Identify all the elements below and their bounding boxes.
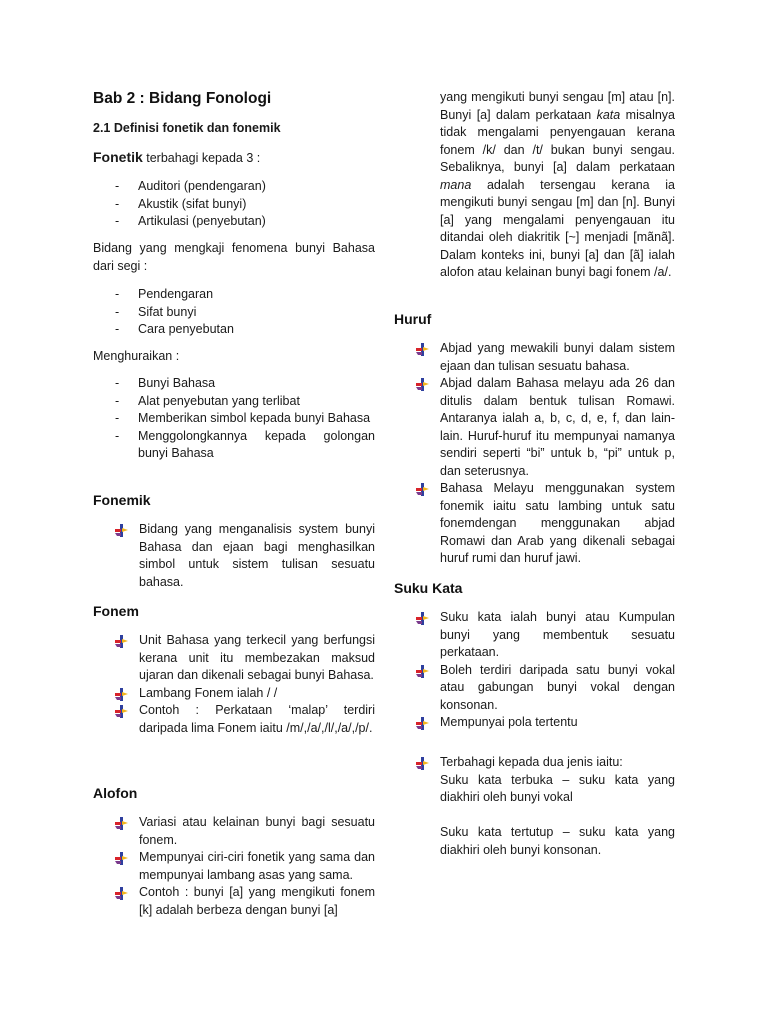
bullet-icon — [115, 688, 128, 701]
list-item: Contoh : bunyi [a] yang mengikuti fonem [k] adalah berbeza dengan bunyi [a] — [93, 884, 375, 919]
bullet-icon — [416, 612, 429, 625]
fonetik-intro — [93, 149, 375, 168]
bullet-icon — [115, 524, 128, 537]
para-menghuraikan: Menghuraikan : — [93, 349, 180, 363]
bullet-icon — [416, 757, 429, 770]
list-item: - Sifat bunyi — [115, 304, 197, 319]
list-item: Bahasa Melayu menggunakan system fonemik iaitu satu lambing untuk satu fonemdengan menggunakan abjad Romawi dan Arab yang dikenali sebagai huruf rumi dan huruf jawi. — [394, 480, 675, 568]
list-item: Abjad dalam Bahasa melayu ada 26 dan ditulis dalam bentuk tulisan Romawi. Antaranya ialah a, b, c, d, e, f, dan lain-lain. Huruf-huruf itu mempunyai namanya sendiri seperti “bi” untuk b, “pi” untuk p, dan seterusnya. — [394, 375, 675, 480]
section-subtitle: 2.1 Definisi fonetik dan fonemik — [93, 121, 281, 135]
list-item: Suku kata ialah bunyi atau Kumpulan bunyi yang membentuk sesuatu perkataan. — [394, 609, 675, 662]
heading-alofon: Alofon — [93, 785, 138, 801]
list-item: Bidang yang menganalisis system bunyi Bahasa dan ejaan bagi menghasilkan simbol untuk sistem tulisan sesuatu bahasa. — [93, 521, 375, 591]
list-item: Contoh : Perkataan ‘malap’ terdiri daripada lima Fonem iaitu /m/,/a/,/l/,/a/,/p/. — [93, 702, 375, 737]
bullet-icon — [115, 817, 128, 830]
list-item: Variasi atau kelainan bunyi bagi sesuatu fonem. — [93, 814, 375, 849]
list-item: Abjad yang mewakili bunyi dalam sistem ejaan dan tulisan sesuatu bahasa. — [394, 340, 675, 375]
bullet-icon — [416, 717, 429, 730]
list-item: - Artikulasi (penyebutan) — [115, 214, 266, 228]
list-item: - Auditori (pendengaran) — [115, 179, 266, 193]
list-item: Unit Bahasa yang terkecil yang berfungsi kerana unit itu membezakan maksud ujaran dan dikenali sebagai bunyi Bahasa. — [93, 632, 375, 685]
word-mana: mana — [440, 177, 472, 192]
bullet-icon — [416, 343, 429, 356]
list-item: - Menggolongkannya kepada golongan bunyi Bahasa — [115, 428, 375, 460]
list-item: Boleh terdiri daripada satu bunyi vokal atau gabungan bunyi vokal dengan konsonan. — [394, 662, 675, 715]
huraian-list — [93, 375, 375, 463]
list-item: Terbahagi kepada dua jenis iaitu: Suku kata terbuka – suku kata yang diakhiri oleh bunyi vokal Suku kata tertutup – suku kata yang diakhiri oleh bunyi konsonan. — [394, 754, 675, 859]
list-item: - Memberikan simbol kepada bunyi Bahasa — [115, 411, 371, 425]
list-item: - Cara penyebutan — [115, 322, 234, 336]
chapter-title: Bab 2 : Bidang Fonologi — [93, 90, 272, 107]
list-item: - Bunyi Bahasa — [115, 376, 216, 390]
alofon-continuation: yang mengikuti bunyi sengau [m] atau [n]. Bunyi [a] dalam perkataan kata misalnya tidak mengalami penyengauan kerana fonem /k/ dan /t/ bukan bunyi sengau. Sebaliknya, bunyi [a] dalam perkataan mana adalah tersengau kerana ia mengikuti bunyi sengau [m] dan [n]. Bunyi [a] yang mengalami penyengauan itu ditandai oleh diakritik [~] menjadi [mãnã]. Dalam konteks ini, bunyi [a] dan [ã] ialah alofon atau kelainan bunyi bagi fonem /a/. — [440, 90, 676, 279]
jenis-terbuka: Suku kata terbuka – suku kata yang diakhiri oleh bunyi vokal — [440, 772, 675, 804]
heading-fonem: Fonem — [93, 603, 139, 619]
heading-suku-kata: Suku Kata — [394, 580, 463, 596]
list-item: - Pendengaran — [115, 287, 214, 301]
heading-fonemik: Fonemik — [93, 492, 151, 508]
alofon-list — [93, 814, 375, 919]
bullet-icon — [115, 852, 128, 865]
jenis-list — [394, 754, 675, 859]
segi-list — [93, 286, 375, 339]
bullet-icon — [416, 483, 429, 496]
fonem-list — [93, 632, 375, 737]
list-item: - Akustik (sifat bunyi) — [115, 196, 247, 211]
fonetik-list — [93, 178, 375, 231]
jenis-tertutup: Suku kata tertutup – suku kata yang diakhiri oleh bunyi konsonan. — [440, 825, 675, 857]
bullet-icon — [115, 705, 128, 718]
list-item: - Alat penyebutan yang terlibat — [115, 393, 300, 408]
bullet-icon — [416, 665, 429, 678]
para-bidang: Bidang yang mengkaji fenomena bunyi Bahasa dari segi : — [93, 241, 375, 273]
bullet-icon — [416, 378, 429, 391]
suku-kata-list — [394, 609, 675, 732]
heading-huruf: Huruf — [394, 311, 432, 327]
bullet-icon — [115, 887, 128, 900]
list-item: Mempunyai ciri-ciri fonetik yang sama dan mempunyai lambang asas yang sama. — [93, 849, 375, 884]
list-item: Lambang Fonem ialah / / — [93, 685, 375, 703]
fonemik-list — [93, 521, 375, 591]
bullet-icon — [115, 635, 128, 648]
fonetik-rest: terbahagi kepada 3 : — [142, 151, 261, 165]
fonetik-word: Fonetik — [93, 149, 143, 165]
word-kata: kata — [596, 107, 621, 122]
huruf-list — [394, 340, 675, 568]
list-item: Mempunyai pola tertentu — [394, 714, 675, 732]
